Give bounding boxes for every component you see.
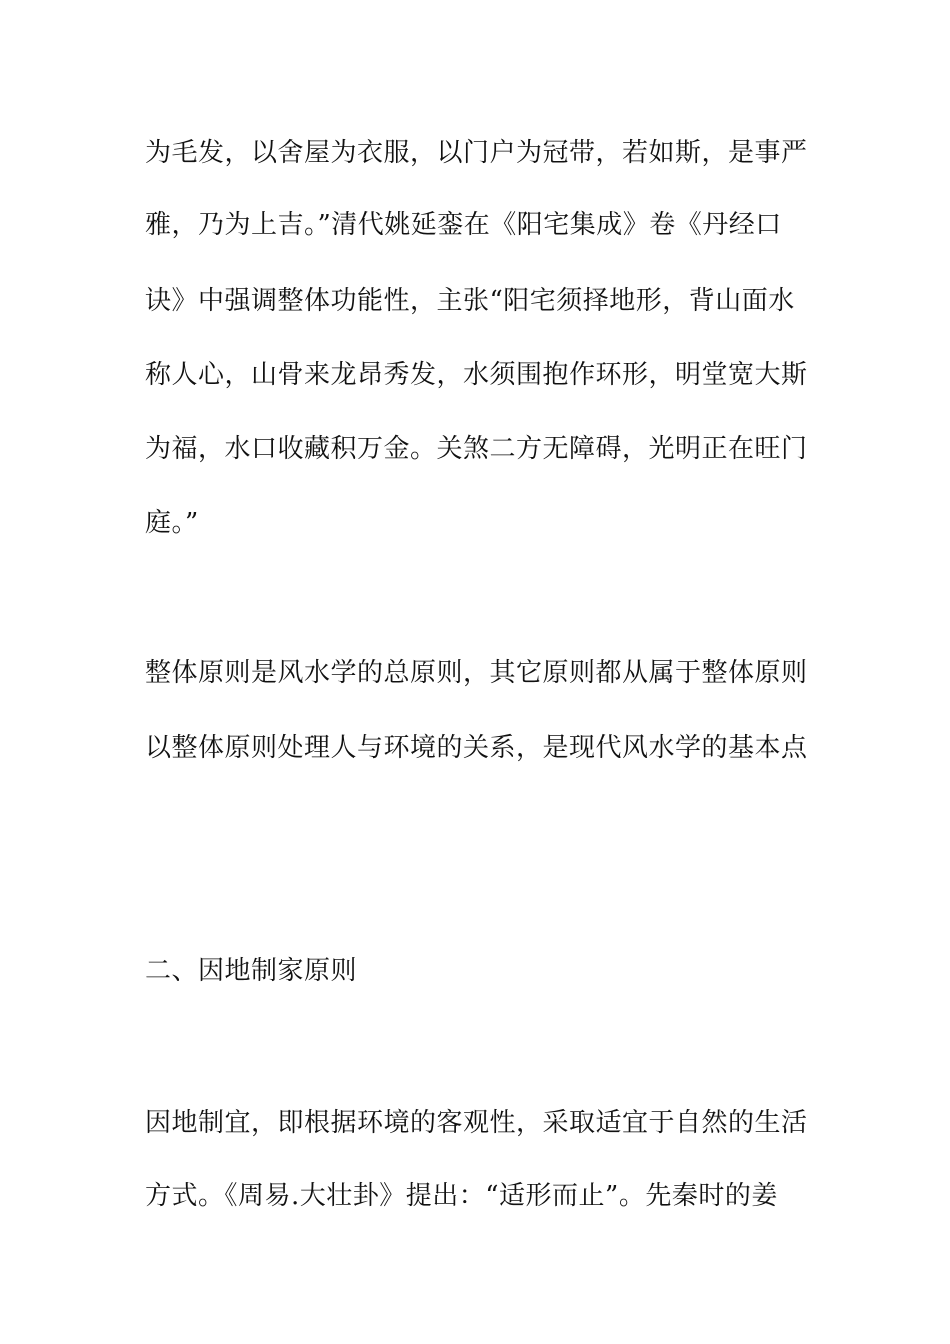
text-line: 诀》中强调整体功能性，主张“阳宅须择地形，背山面水 [145, 286, 795, 316]
text-line: 整体原则是风水学的总原则，其它原则都从属于整体原则 [145, 658, 808, 688]
text-line: 因地制宜，即根据环境的客观性，采取适宜于自然的生活 [145, 1108, 808, 1138]
text-line: 为福，水口收藏积万金。关煞二方无障碍，光明正在旺门 [145, 434, 808, 464]
text-line: 以整体原则处理人与环境的关系，是现代风水学的基本点 [145, 733, 808, 763]
text-line: 雅，乃为上吉。”清代姚延銮在《阳宅集成》卷《丹经口 [145, 210, 782, 240]
text-line: 称人心，山骨来龙昂秀发，水须围抱作环形，明堂宽大斯 [145, 360, 808, 390]
text-line: 为毛发，以舍屋为衣服，以门户为冠带，若如斯，是事严 [145, 138, 808, 168]
text-line: 方式。《周易.大壮卦》提出：“适形而止”。先秦时的姜 [145, 1181, 778, 1211]
section-heading: 二、因地制家原则 [145, 956, 358, 986]
text-line: 庭。” [145, 508, 199, 538]
